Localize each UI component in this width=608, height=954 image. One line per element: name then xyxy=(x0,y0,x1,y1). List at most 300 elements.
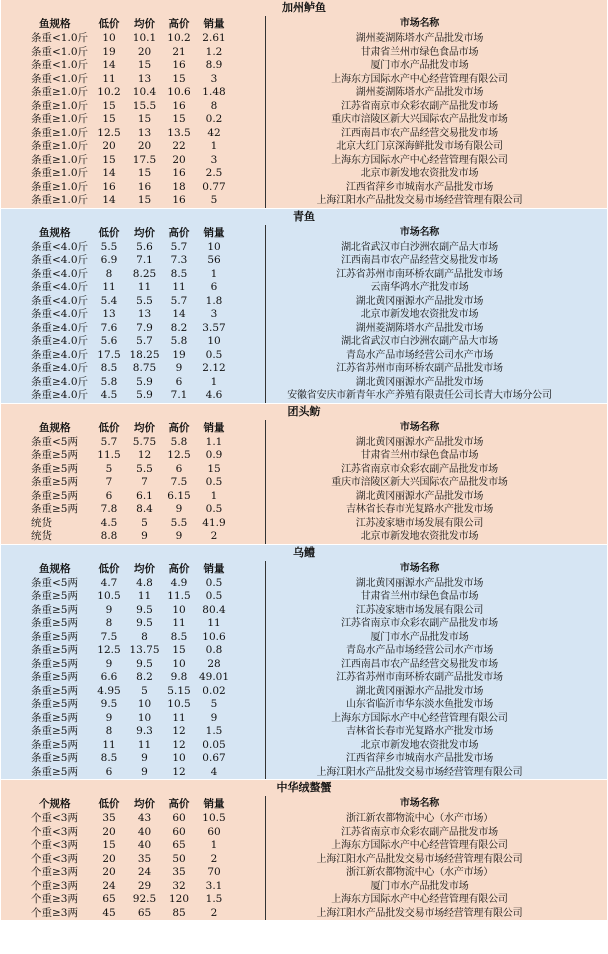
cell-spec: 个重<3两 xyxy=(31,812,78,824)
cell-spec: 条重<4.0斤 xyxy=(31,240,88,253)
cell-avg-price: 35 xyxy=(137,852,152,865)
cell-high-price: 7.5 xyxy=(170,476,188,488)
cell-volume: 9 xyxy=(210,711,218,724)
cell-volume: 0.2 xyxy=(205,113,223,125)
table-row xyxy=(1,181,607,195)
cell-high-price: 5.15 xyxy=(167,684,191,697)
cell-high-price: 11.5 xyxy=(167,590,191,602)
cell-low-price: 12.5 xyxy=(97,644,121,656)
cell-spec: 个重≥3两 xyxy=(31,866,78,878)
table-row xyxy=(1,349,607,363)
cell-low-price: 20 xyxy=(102,852,116,865)
cell-avg-price: 20 xyxy=(137,140,152,152)
section-3 xyxy=(1,404,607,544)
cell-spec: 统货 xyxy=(31,516,52,529)
cell-low-price: 15 xyxy=(102,113,116,125)
header-avg-price: 均价 xyxy=(134,421,155,434)
cell-high-price: 8.5 xyxy=(170,630,188,643)
cell-high-price: 65 xyxy=(172,839,186,851)
header-spec: 鱼规格 xyxy=(39,226,71,239)
table-row xyxy=(1,766,607,780)
cell-volume: 41.9 xyxy=(202,516,226,529)
cell-volume: 70 xyxy=(207,866,221,878)
cell-high-price: 11 xyxy=(172,617,186,629)
cell-avg-price: 8 xyxy=(141,630,148,643)
section-title: 中华绒螯蟹 xyxy=(276,781,332,794)
table-row xyxy=(1,658,607,672)
cell-volume: 10 xyxy=(207,240,221,253)
cell-volume: 6 xyxy=(210,281,218,293)
header-market-name: 市场名称 xyxy=(399,226,440,238)
table-row xyxy=(1,725,607,739)
header-row xyxy=(1,225,607,241)
table-row xyxy=(1,617,607,631)
cell-spec: 条重≥5两 xyxy=(31,671,78,683)
cell-high-price: 6 xyxy=(175,462,183,475)
table-row xyxy=(1,362,607,376)
cell-avg-price: 20 xyxy=(137,45,152,58)
cell-high-price: 22 xyxy=(172,140,186,152)
header-spec: 鱼规格 xyxy=(39,18,71,30)
cell-avg-price: 9.5 xyxy=(136,617,153,629)
cell-avg-price: 16 xyxy=(137,180,152,193)
header-avg-price: 均价 xyxy=(134,18,155,30)
section-5 xyxy=(1,780,607,920)
cell-spec: 条重≥5两 xyxy=(31,765,78,778)
cell-high-price: 10 xyxy=(172,657,186,670)
cell-volume: 2 xyxy=(210,906,218,919)
cell-avg-price: 15 xyxy=(137,59,152,71)
cell-spec: 条重<1.0斤 xyxy=(31,72,88,85)
cell-market-name: 山东省临沂市华东淡水鱼批发市场 xyxy=(346,699,493,710)
table-row xyxy=(1,268,607,282)
cell-avg-price: 5.7 xyxy=(136,335,153,347)
cell-avg-price: 9 xyxy=(141,530,148,542)
cell-high-price: 13.5 xyxy=(167,126,191,139)
header-spec: 个规格 xyxy=(39,798,71,810)
cell-spec: 条重≥1.0斤 xyxy=(31,140,88,152)
cell-avg-price: 8.25 xyxy=(132,267,157,280)
cell-market-name: 上海东方国际水产中心经营管理有限公司 xyxy=(331,73,508,85)
cell-market-name: 青岛水产品市场经营公司水产市场 xyxy=(346,349,493,361)
cell-high-price: 9.8 xyxy=(170,671,188,683)
cell-low-price: 15 xyxy=(102,839,116,851)
table-row xyxy=(1,281,607,295)
cell-spec: 条重≥5两 xyxy=(31,752,78,764)
cell-low-price: 11 xyxy=(102,738,116,751)
cell-high-price: 60 xyxy=(172,812,186,824)
cell-avg-price: 13 xyxy=(137,72,152,85)
cell-market-name: 安徽省安庆市新青年水产养殖有限责任公司长青大市场分公司 xyxy=(287,390,552,401)
cell-avg-price: 10.4 xyxy=(132,86,157,98)
cell-spec: 条重≥5两 xyxy=(31,503,78,515)
cell-spec: 条重≥5两 xyxy=(31,698,78,710)
cell-market-name: 重庆市涪陵区新大兴国际农产品批发市场 xyxy=(331,114,508,125)
cell-low-price: 16 xyxy=(102,180,116,193)
cell-market-name: 上海东方国际水产中心经营管理有限公司 xyxy=(331,894,508,905)
cell-market-name: 湖北黄冈丽源水产品批发市场 xyxy=(355,376,484,388)
cell-volume: 0.02 xyxy=(202,684,226,697)
cell-low-price: 35 xyxy=(102,812,116,824)
cell-spec: 统货 xyxy=(31,530,52,542)
cell-high-price: 6.15 xyxy=(167,489,191,502)
cell-market-name: 上海江阳水产品批发交易市场经营管理有限公司 xyxy=(316,766,523,778)
table-row xyxy=(1,530,607,544)
cell-avg-price: 13.75 xyxy=(129,644,160,656)
cell-high-price: 6 xyxy=(175,375,183,388)
cell-market-name: 浙江新农都物流中心（水产市场） xyxy=(346,813,493,824)
cell-avg-price: 5.75 xyxy=(132,435,157,448)
cell-market-name: 江苏省南京市众彩农副产品批发市场 xyxy=(341,100,498,112)
table-row xyxy=(1,476,607,490)
cell-high-price: 5.8 xyxy=(170,435,188,448)
cell-volume: 11 xyxy=(207,617,221,629)
cell-low-price: 5.5 xyxy=(100,240,118,253)
cell-high-price: 16 xyxy=(172,167,186,179)
section-2 xyxy=(1,209,607,403)
table-row xyxy=(1,577,607,591)
column-divider xyxy=(265,796,266,920)
cell-volume: 10.6 xyxy=(202,630,226,643)
cell-high-price: 50 xyxy=(172,852,186,865)
cell-low-price: 8.8 xyxy=(100,530,118,542)
cell-volume: 2.12 xyxy=(202,362,226,374)
cell-volume: 8.9 xyxy=(205,59,223,71)
section-4 xyxy=(1,545,607,780)
cell-high-price: 120 xyxy=(168,893,190,905)
cell-spec: 条重<1.0斤 xyxy=(31,59,88,71)
cell-low-price: 24 xyxy=(102,879,116,892)
cell-low-price: 10 xyxy=(102,32,116,44)
cell-high-price: 8.5 xyxy=(170,267,188,280)
table-row xyxy=(1,604,607,618)
cell-spec: 条重≥4.0斤 xyxy=(31,348,88,361)
cell-market-name: 江苏凌家塘市场发展有限公司 xyxy=(355,604,484,616)
cell-volume: 5 xyxy=(210,194,218,206)
cell-high-price: 11 xyxy=(172,711,186,724)
cell-low-price: 10.5 xyxy=(97,590,121,602)
header-market-name: 市场名称 xyxy=(399,421,440,433)
cell-low-price: 8.5 xyxy=(100,752,118,764)
table-row xyxy=(1,308,607,322)
cell-market-name: 江苏省苏州市南环桥农副产品批发市场 xyxy=(336,672,503,683)
table-row xyxy=(1,154,607,168)
cell-low-price: 5.6 xyxy=(100,335,118,347)
cell-volume: 2.61 xyxy=(202,32,226,44)
header-avg-price: 均价 xyxy=(134,798,155,810)
cell-low-price: 7.5 xyxy=(100,630,118,643)
header-volume: 销量 xyxy=(203,226,225,239)
cell-market-name: 上海江阳水产品批发交易市场经营管理有限公司 xyxy=(316,195,523,206)
cell-high-price: 9 xyxy=(175,362,183,374)
cell-spec: 条重≥1.0斤 xyxy=(31,180,88,193)
cell-avg-price: 8.75 xyxy=(132,362,157,374)
cell-high-price: 8.2 xyxy=(170,321,188,334)
table-row xyxy=(1,100,607,114)
cell-high-price: 5.5 xyxy=(170,516,188,529)
cell-market-name: 上海江阳水产品批发交易市场经营管理有限公司 xyxy=(316,907,523,919)
cell-high-price: 16 xyxy=(172,99,186,112)
cell-spec: 条重<4.0斤 xyxy=(31,281,88,293)
cell-low-price: 7.8 xyxy=(100,503,118,515)
cell-low-price: 4.5 xyxy=(100,389,118,401)
cell-spec: 条重<5两 xyxy=(31,576,78,589)
cell-market-name: 甘肃省兰州市绿色食品市场 xyxy=(360,591,479,602)
cell-low-price: 5 xyxy=(105,462,113,475)
cell-volume: 1 xyxy=(210,140,218,152)
table-row xyxy=(1,853,607,867)
cell-spec: 条重≥4.0斤 xyxy=(31,362,88,374)
header-spec: 鱼规格 xyxy=(39,562,71,575)
cell-market-name: 厦门市水产品批发市场 xyxy=(370,631,469,643)
cell-spec: 条重≥5两 xyxy=(31,657,78,670)
cell-volume: 42 xyxy=(207,126,221,139)
cell-low-price: 6.9 xyxy=(100,254,118,266)
header-low-price: 低价 xyxy=(98,798,120,810)
cell-avg-price: 11 xyxy=(137,281,152,293)
cell-volume: 0.5 xyxy=(205,576,223,589)
header-avg-price: 均价 xyxy=(134,226,155,239)
cell-high-price: 85 xyxy=(172,906,186,919)
cell-volume: 49.01 xyxy=(198,671,230,683)
column-divider xyxy=(265,420,266,544)
header-high-price: 高价 xyxy=(168,18,190,30)
cell-volume: 56 xyxy=(207,254,221,266)
cell-market-name: 江苏省苏州市南环桥农副产品批发市场 xyxy=(336,268,503,280)
cell-market-name: 湖州菱湖陈塔水产品批发市场 xyxy=(355,322,484,334)
header-low-price: 低价 xyxy=(98,562,120,575)
cell-high-price: 10 xyxy=(172,752,186,764)
cell-low-price: 11 xyxy=(102,72,116,85)
cell-volume: 0.5 xyxy=(205,348,223,361)
cell-market-name: 北京市新发地农资批发市场 xyxy=(360,531,479,542)
cell-market-name: 江西省萍乡市城南水产品批发市场 xyxy=(346,181,493,193)
cell-high-price: 7.1 xyxy=(170,389,188,401)
cell-low-price: 14 xyxy=(102,59,116,71)
cell-volume: 1.5 xyxy=(205,725,223,737)
cell-market-name: 江西南昌市农产品经营交易批发市场 xyxy=(341,127,498,139)
header-low-price: 低价 xyxy=(98,18,120,30)
cell-volume: 3 xyxy=(210,308,218,320)
cell-spec: 条重≥5两 xyxy=(31,590,78,602)
cell-volume: 1 xyxy=(210,839,218,851)
cell-spec: 条重≥4.0斤 xyxy=(31,335,88,347)
cell-avg-price: 15 xyxy=(137,167,152,179)
cell-avg-price: 11 xyxy=(137,738,152,751)
cell-market-name: 湖北黄冈丽源水产品批发市场 xyxy=(355,577,484,589)
cell-market-name: 上海东方国际水产中心经营管理有限公司 xyxy=(331,712,508,724)
cell-avg-price: 10.1 xyxy=(132,32,157,44)
cell-spec: 条重≥1.0斤 xyxy=(31,86,88,98)
cell-spec: 个重≥3两 xyxy=(31,879,78,892)
section-title: 青鱼 xyxy=(293,209,315,223)
cell-avg-price: 15 xyxy=(137,113,152,125)
cell-avg-price: 5.5 xyxy=(136,294,153,307)
cell-low-price: 7.6 xyxy=(100,321,118,334)
column-divider xyxy=(265,561,266,780)
table-row xyxy=(1,503,607,517)
cell-avg-price: 8.2 xyxy=(136,671,153,683)
cell-spec: 条重≥5两 xyxy=(31,725,78,737)
cell-avg-price: 24 xyxy=(137,866,152,878)
cell-low-price: 7 xyxy=(105,476,113,488)
table-row xyxy=(1,698,607,712)
cell-spec: 个重≥3两 xyxy=(31,893,78,905)
cell-spec: 条重<5两 xyxy=(31,435,78,448)
table-row xyxy=(1,671,607,685)
cell-spec: 条重≥5两 xyxy=(31,738,78,751)
cell-market-name: 甘肃省兰州市绿色食品市场 xyxy=(360,46,479,58)
cell-avg-price: 5 xyxy=(141,684,148,697)
cell-spec: 条重<4.0斤 xyxy=(31,308,88,320)
cell-market-name: 重庆市涪陵区新大兴国际农产品批发市场 xyxy=(331,477,508,488)
cell-spec: 个重<3两 xyxy=(31,852,78,865)
table-row xyxy=(1,295,607,309)
section-title: 加州鲈鱼 xyxy=(282,1,326,14)
cell-avg-price: 40 xyxy=(137,839,152,851)
header-volume: 销量 xyxy=(203,421,225,434)
cell-avg-price: 43 xyxy=(137,812,152,824)
table-row xyxy=(1,254,607,268)
cell-market-name: 吉林省长春市光复路水产批发市场 xyxy=(346,726,493,737)
cell-volume: 15 xyxy=(207,462,221,475)
cell-avg-price: 29 xyxy=(137,879,152,892)
cell-volume: 2.5 xyxy=(205,167,223,179)
table-row xyxy=(1,907,607,921)
cell-low-price: 4.95 xyxy=(97,684,121,697)
table-row xyxy=(1,839,607,853)
cell-spec: 条重≥1.0斤 xyxy=(31,153,88,166)
cell-avg-price: 10 xyxy=(137,711,152,724)
cell-market-name: 北京大红门京深海鲜批发市场有限公司 xyxy=(336,141,503,152)
header-row xyxy=(1,16,607,32)
cell-high-price: 14 xyxy=(172,308,186,320)
cell-volume: 5 xyxy=(210,698,218,710)
table-row xyxy=(1,517,607,531)
cell-high-price: 16 xyxy=(172,59,186,71)
table-row xyxy=(1,449,607,463)
table-row xyxy=(1,113,607,127)
cell-volume: 1 xyxy=(210,489,218,502)
cell-low-price: 19 xyxy=(102,45,116,58)
cell-market-name: 湖州菱湖陈塔水产品批发市场 xyxy=(355,87,484,98)
cell-low-price: 14 xyxy=(102,194,116,206)
cell-volume: 1.8 xyxy=(205,294,223,307)
cell-market-name: 湖北省武汉市白沙洲农副产品大市场 xyxy=(341,336,498,347)
cell-spec: 条重≥1.0斤 xyxy=(31,126,88,139)
cell-low-price: 5.4 xyxy=(100,294,118,307)
header-market-name: 市场名称 xyxy=(399,562,440,574)
cell-high-price: 7.3 xyxy=(170,254,188,266)
table-row xyxy=(1,140,607,154)
table-row xyxy=(1,685,607,699)
cell-low-price: 13 xyxy=(102,308,116,320)
cell-volume: 0.8 xyxy=(205,644,223,656)
cell-low-price: 6 xyxy=(105,489,113,502)
table-row xyxy=(1,739,607,753)
cell-avg-price: 13 xyxy=(137,126,152,139)
cell-spec: 条重<1.0斤 xyxy=(31,32,88,44)
cell-spec: 条重<4.0斤 xyxy=(31,294,88,307)
cell-spec: 个重<3两 xyxy=(31,839,78,851)
cell-low-price: 9 xyxy=(105,603,113,616)
cell-market-name: 上海东方国际水产中心经营管理有限公司 xyxy=(331,840,508,851)
cell-high-price: 35 xyxy=(172,866,186,878)
cell-low-price: 9 xyxy=(105,711,113,724)
cell-volume: 3.57 xyxy=(202,321,226,334)
cell-market-name: 江西南昌市农产品经营交易批发市场 xyxy=(341,658,498,670)
header-high-price: 高价 xyxy=(168,562,190,575)
cell-low-price: 20 xyxy=(102,825,116,838)
cell-volume: 3 xyxy=(210,72,218,85)
cell-avg-price: 5.5 xyxy=(136,462,153,475)
cell-volume: 10 xyxy=(207,335,221,347)
header-high-price: 高价 xyxy=(168,798,190,810)
cell-high-price: 4.9 xyxy=(170,576,188,589)
column-divider xyxy=(265,16,266,208)
cell-market-name: 浙江新农都物流中心（水产市场） xyxy=(346,867,493,878)
cell-high-price: 10 xyxy=(172,603,186,616)
cell-avg-price: 5.9 xyxy=(136,375,153,388)
cell-market-name: 甘肃省兰州市绿色食品市场 xyxy=(360,450,479,461)
cell-volume: 0.9 xyxy=(205,449,223,461)
cell-low-price: 9.5 xyxy=(100,698,118,710)
cell-avg-price: 5.9 xyxy=(136,389,153,401)
cell-high-price: 60 xyxy=(172,825,186,838)
table-row xyxy=(1,590,607,604)
cell-volume: 1.5 xyxy=(205,893,223,905)
cell-low-price: 11.5 xyxy=(97,449,121,461)
cell-low-price: 17.5 xyxy=(97,348,121,361)
cell-avg-price: 18.25 xyxy=(129,348,160,361)
table-row xyxy=(1,86,607,100)
cell-avg-price: 9 xyxy=(141,752,148,764)
cell-high-price: 12 xyxy=(172,765,186,778)
cell-market-name: 湖北省武汉市白沙洲农副产品大市场 xyxy=(341,241,498,253)
table-row xyxy=(1,389,607,403)
cell-low-price: 8.5 xyxy=(100,362,118,374)
cell-high-price: 19 xyxy=(172,348,186,361)
cell-market-name: 湖北黄冈丽源水产品批发市场 xyxy=(355,490,484,502)
cell-avg-price: 7 xyxy=(141,476,148,488)
cell-avg-price: 9 xyxy=(141,765,148,778)
cell-low-price: 5.7 xyxy=(100,435,118,448)
cell-market-name: 云南华鸿水产批发市场 xyxy=(370,282,469,293)
table-row xyxy=(1,880,607,894)
cell-high-price: 21 xyxy=(172,45,186,58)
cell-avg-price: 6.1 xyxy=(136,489,153,502)
cell-volume: 4.6 xyxy=(205,389,223,401)
header-low-price: 低价 xyxy=(98,226,120,239)
cell-market-name: 湖北黄冈丽源水产品批发市场 xyxy=(355,685,484,697)
table-row xyxy=(1,644,607,658)
header-market-name: 市场名称 xyxy=(399,798,440,809)
header-row xyxy=(1,561,607,577)
cell-spec: 个重≥3两 xyxy=(31,906,78,919)
cell-market-name: 上海东方国际水产中心经营管理有限公司 xyxy=(331,154,508,166)
cell-spec: 条重≥1.0斤 xyxy=(31,194,88,206)
cell-spec: 条重≥4.0斤 xyxy=(31,389,88,401)
section-1 xyxy=(1,0,607,208)
cell-volume: 10.5 xyxy=(202,812,226,824)
cell-high-price: 12 xyxy=(172,738,186,751)
cell-volume: 60 xyxy=(207,825,221,838)
cell-avg-price: 8.4 xyxy=(136,503,153,515)
cell-volume: 0.5 xyxy=(205,476,223,488)
cell-volume: 8 xyxy=(210,99,218,112)
cell-spec: 条重<1.0斤 xyxy=(31,45,88,58)
cell-market-name: 厦门市水产品批发市场 xyxy=(370,880,469,892)
